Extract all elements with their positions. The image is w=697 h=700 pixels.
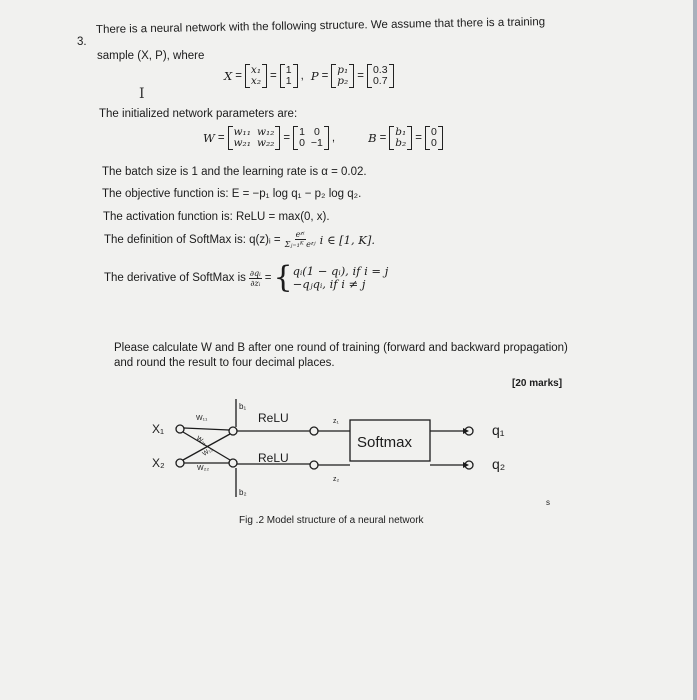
- derivative-fraction: $\frac{\text{∂qᵢ}}{\text{∂zᵢ}}$: [249, 268, 261, 288]
- q1-label: q₁: [492, 422, 505, 438]
- hidden-node-2: [229, 459, 237, 467]
- z1-label: z₁: [333, 418, 339, 425]
- softmax-definition: The definition of SoftMax is: q(z)ᵢ = $\frac{\text{eᶻⁱ}}{\text{Σⱼ₌₁ᴷ eᶻʲ}}$ i ∈ [1, K].: [104, 230, 375, 249]
- p-lhs: P: [310, 69, 319, 83]
- b-symbol-vector: b₁ b₂: [389, 126, 412, 150]
- softmax-label: Softmax: [357, 434, 413, 451]
- p-symbol-vector: p₁ p₂: [331, 64, 354, 88]
- intro-line-1: There is a neural network with the following structure. We assume that there is a training: [95, 16, 546, 36]
- relu1-label: ReLU: [258, 411, 289, 425]
- b1-label: b₁: [239, 402, 247, 411]
- softmax-derivative: The derivative of SoftMax is $\frac{\text{∂qᵢ}}{\text{∂zᵢ}}$ = { qᵢ(1 − qᵢ), if i = j −qⱼqᵢ, if i ≠ j: [104, 260, 389, 295]
- w-b-equations: W = w₁₁ w₁₂ w₂₁ w₂₂ = 1 0 0 −1 , B = b₁ b₂ = 0 0: [203, 126, 443, 150]
- z2-node: [310, 461, 318, 469]
- input-node-x2: [176, 459, 184, 467]
- hidden-node-1: [229, 427, 237, 435]
- figure-caption: Fig .2 Model structure of a neural network: [239, 515, 424, 526]
- w11-label: W₁₁: [196, 415, 208, 422]
- intro-line-2: sample (X, P), where: [97, 50, 205, 62]
- w21-label: W₂₁: [194, 435, 208, 447]
- calculate-instruction-2: and round the result to four decimal places.: [114, 357, 335, 369]
- b2-label: b₂: [239, 488, 247, 497]
- relu2-label: ReLU: [258, 451, 289, 465]
- marks-label: [20 marks]: [512, 378, 563, 389]
- w-value-matrix: 1 0 0 −1: [293, 126, 329, 150]
- x-symbol-vector: x₁ x₂: [245, 64, 267, 88]
- x-p-equations: X = x₁ x₂ = 1 1 , P = p₁ p₂ = 0.3 0.7: [224, 64, 394, 88]
- z2-label: z₂: [333, 476, 340, 483]
- init-params-text: The initialized network parameters are:: [99, 108, 298, 120]
- w12-label: W₁₂: [201, 445, 215, 458]
- b-value-vector: 0 0: [425, 126, 443, 150]
- text-cursor-icon: I: [139, 86, 145, 102]
- batch-size-text: The batch size is 1 and the learning rate is α = 0.02.: [102, 166, 367, 178]
- x-lhs: X: [224, 69, 233, 83]
- x2-label: X₂: [152, 456, 165, 470]
- calculate-instruction-1: Please calculate W and B after one round of training (forward and backward propagation): [114, 342, 568, 354]
- b-lhs: B: [368, 131, 377, 145]
- softmax-fraction: $\frac{\text{eᶻⁱ}}{\text{Σⱼ₌₁ᴷ eᶻʲ}}$: [284, 230, 316, 249]
- derivative-case-2: −qⱼqᵢ, if i ≠ j: [292, 277, 366, 291]
- derivative-case-1: qᵢ(1 − qᵢ), if i = j: [292, 264, 389, 278]
- w22-label: W₂₂: [197, 465, 210, 472]
- objective-function-text: The objective function is: E = −p₁ log q₁ − p₂ log q₂.: [102, 188, 362, 200]
- stray-mark: s: [546, 498, 550, 507]
- input-node-x1: [176, 425, 184, 433]
- activation-function-text: The activation function is: ReLU = max(0, x).: [103, 211, 330, 223]
- p-value-vector: 0.3 0.7: [367, 64, 394, 88]
- x-value-vector: 1 1: [280, 64, 298, 88]
- z1-node: [310, 427, 318, 435]
- x1-label: X₁: [152, 422, 165, 436]
- w-lhs: W: [203, 131, 215, 145]
- question-number: 3.: [77, 36, 87, 48]
- q2-label: q₂: [492, 456, 506, 472]
- w-symbol-matrix: w₁₁ w₁₂ w₂₁ w₂₂: [228, 126, 281, 150]
